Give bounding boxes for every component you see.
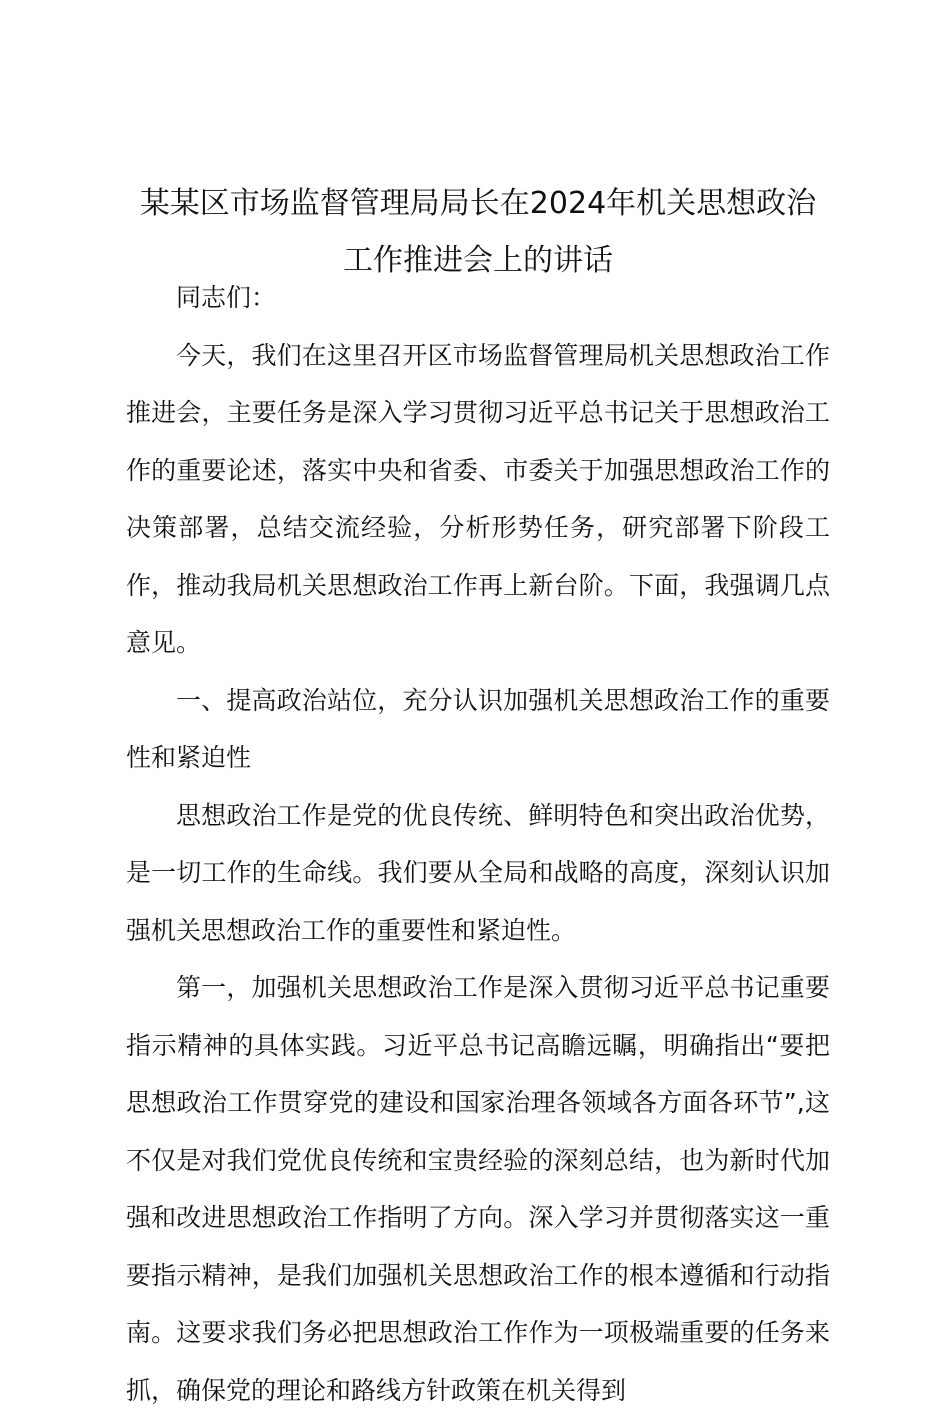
document-body — [126, 269, 830, 1419]
document-title: 某某区市场监督管理局局长在2024年机关思想政治工作推进会上的讲话 — [139, 186, 817, 278]
paragraph-point-1: 第一，加强机关思想政治工作是深入贯彻习近平总书记重要指示精神的具体实践。习近平总书记高瞻远瞩，明确指出“要把思想政治工作贯穿党的建设和国家治理各领域各方面各环节”,这不仅是对我们党优良传统和宝贵经验的深刻总结，也为新时代加强和改进思想政治工作指明了方向。深入学习并贯彻落实这一重要指示精神，是我们加强机关思想政治工作的根本遵循和行动指南。这要求我们务必把思想政治工作作为一项极端重要的任务来抓，确保党的理论和路线方针政策在机关得到 — [126, 973, 830, 1405]
paragraph-intro: 今天，我们在这里召开区市场监督管理局机关思想政治工作推进会，主要任务是深入学习贯彻习近平总书记关于思想政治工作的重要论述，落实中央和省委、市委关于加强思想政治工作的决策部署，总结交流经验，分析形势任务，研究部署下阶段工作，推动我局机关思想政治工作再上新台阶。下面，我强调几点意见。 — [126, 340, 830, 657]
paragraph-section-1-summary: 思想政治工作是党的优良传统、鲜明特色和突出政治优势，是一切工作的生命线。我们要从全局和战略的高度，深刻认识加强机关思想政治工作的重要性和紧迫性。 — [126, 800, 830, 945]
section-heading-1: 一、提高政治站位，充分认识加强机关思想政治工作的重要性和紧迫性 — [126, 685, 830, 772]
salutation: 同志们： — [176, 283, 277, 312]
